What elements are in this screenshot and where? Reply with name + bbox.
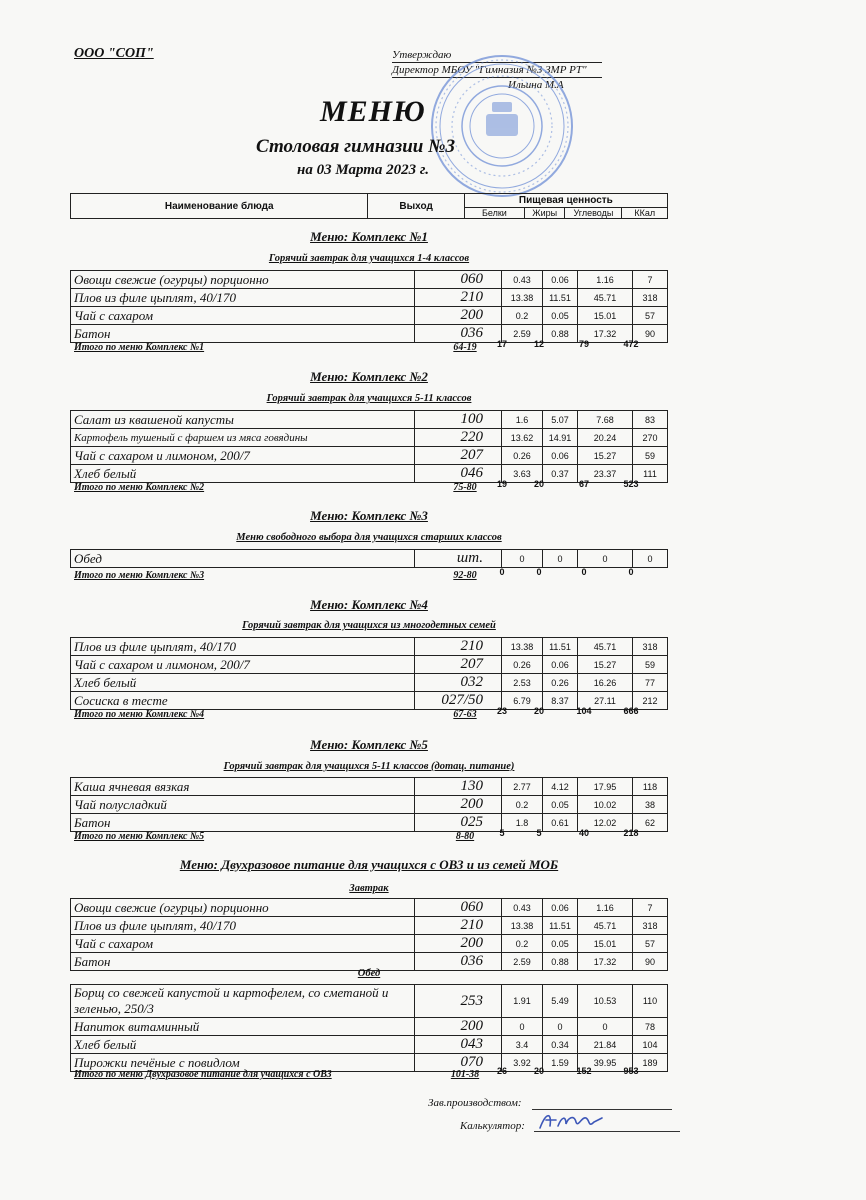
page-subtitle: Столовая гимназии №3 <box>256 136 455 157</box>
total-output: 64-19 <box>453 342 477 353</box>
total-label: Итого по меню Комплекс №3 <box>74 570 205 581</box>
dish-kcal: 189 <box>633 1054 668 1072</box>
dish-name: Батон <box>71 325 415 343</box>
dish-kcal: 318 <box>633 289 668 307</box>
dish-kcal: 270 <box>633 429 668 447</box>
table-row <box>71 796 668 814</box>
total-carbs: 104 <box>576 706 592 716</box>
section-title: Меню: Комплекс №3 <box>310 508 428 523</box>
dish-fats: 0.05 <box>543 935 578 953</box>
dish-name: Пирожки печёные с повидлом <box>71 1054 415 1072</box>
dish-kcal: 104 <box>633 1036 668 1054</box>
dish-name: Салат из квашеной капусты <box>71 411 415 429</box>
total-output: 75-80 <box>453 482 477 493</box>
dish-proteins: 13.38 <box>502 289 543 307</box>
dish-kcal: 78 <box>633 1018 668 1036</box>
dish-kcal: 318 <box>633 638 668 656</box>
total-carbs: 67 <box>578 479 589 489</box>
dish-proteins: 3.4 <box>502 1036 543 1054</box>
section-total <box>70 828 668 843</box>
dish-kcal: 212 <box>633 692 668 710</box>
dish-carbs: 1.16 <box>578 271 633 289</box>
table-row <box>71 899 668 917</box>
dish-output: 060 <box>415 899 502 917</box>
section-subtitle: Горячий завтрак для учащихся 5-11 классов (дотац. питание) <box>223 761 515 772</box>
total-proteins: 5 <box>499 828 505 838</box>
dish-kcal: 57 <box>633 935 668 953</box>
dish-carbs: 12.02 <box>578 814 633 832</box>
dish-carbs: 45.71 <box>578 638 633 656</box>
menu-table <box>70 777 668 832</box>
table-row <box>71 985 668 1018</box>
dish-output: 036 <box>415 325 502 343</box>
dish-proteins: 2.59 <box>502 953 543 971</box>
total-output: 67-63 <box>453 709 477 720</box>
dish-kcal: 110 <box>633 985 668 1018</box>
total-output: 101-38 <box>450 1069 480 1080</box>
total-fats: 5 <box>536 828 542 838</box>
total-kcal: 0 <box>628 567 634 577</box>
table-row <box>71 935 668 953</box>
dish-name: Плов из филе цыплят, 40/170 <box>71 289 415 307</box>
dish-output: 207 <box>415 656 502 674</box>
dish-fats: 0.06 <box>543 271 578 289</box>
dish-carbs: 20.24 <box>578 429 633 447</box>
dish-output: 027/50 <box>415 692 502 710</box>
dish-name: Плов из филе цыплят, 40/170 <box>71 917 415 935</box>
dish-output: 210 <box>415 638 502 656</box>
dish-name: Овощи свежие (огурцы) порционно <box>71 899 415 917</box>
section-title: Меню: Комплекс №1 <box>310 229 428 244</box>
dish-kcal: 83 <box>633 411 668 429</box>
dish-kcal: 59 <box>633 656 668 674</box>
dish-fats: 8.37 <box>543 692 578 710</box>
dish-proteins: 13.38 <box>502 638 543 656</box>
dish-output: 046 <box>415 465 502 483</box>
dish-name: Каша ячневая вязкая <box>71 778 415 796</box>
table-row <box>71 778 668 796</box>
dish-name: Хлеб белый <box>71 1036 415 1054</box>
dish-fats: 11.51 <box>543 917 578 935</box>
dish-fats: 0.34 <box>543 1036 578 1054</box>
dish-output: 207 <box>415 447 502 465</box>
section-total <box>70 1066 668 1081</box>
dish-name: Борщ со свежей капустой и картофелем, со сметаной и зеленью, 250/3 <box>71 985 415 1018</box>
total-output: 92-80 <box>453 570 477 581</box>
section-total <box>70 479 668 494</box>
total-label: Итого по меню Комплекс №2 <box>74 482 205 493</box>
dish-output: 070 <box>415 1054 502 1072</box>
dish-kcal: 77 <box>633 674 668 692</box>
total-output: 8-80 <box>455 831 475 842</box>
dish-output: 220 <box>415 429 502 447</box>
dish-name: Сосиска в тесте <box>71 692 415 710</box>
dish-carbs: 45.71 <box>578 917 633 935</box>
dish-fats: 0.26 <box>543 674 578 692</box>
menu-table <box>70 898 668 971</box>
dish-carbs: 10.02 <box>578 796 633 814</box>
production-head-label: Зав.производством: <box>428 1097 522 1109</box>
dish-fats: 0.06 <box>543 656 578 674</box>
column-nutrition: Пищевая ценность <box>464 194 667 208</box>
total-fats: 20 <box>533 479 544 489</box>
dish-carbs: 0 <box>578 1018 633 1036</box>
total-kcal: 953 <box>623 1066 639 1076</box>
dish-fats: 0.88 <box>543 325 578 343</box>
dish-proteins: 3.63 <box>502 465 543 483</box>
dish-output: 036 <box>415 953 502 971</box>
breakfast-label: Завтрак <box>349 883 389 894</box>
dish-output: 210 <box>415 289 502 307</box>
total-carbs: 0 <box>581 567 587 577</box>
dish-output: 200 <box>415 796 502 814</box>
menu-table <box>70 410 668 483</box>
dish-name: Плов из филе цыплят, 40/170 <box>71 638 415 656</box>
dish-carbs: 15.27 <box>578 447 633 465</box>
dish-fats: 11.51 <box>543 289 578 307</box>
seal-stamp-icon <box>428 52 576 200</box>
section-title: Меню: Комплекс №5 <box>310 737 428 752</box>
section-total <box>70 339 668 354</box>
dish-fats: 0.06 <box>543 899 578 917</box>
dish-carbs: 17.95 <box>578 778 633 796</box>
dish-fats: 0.88 <box>543 953 578 971</box>
menu-date: на 03 Марта 2023 г. <box>297 162 430 178</box>
dish-kcal: 38 <box>633 796 668 814</box>
total-carbs: 79 <box>578 339 589 349</box>
dish-kcal: 57 <box>633 307 668 325</box>
dish-kcal: 90 <box>633 325 668 343</box>
organization-name: ООО "СОП" <box>74 46 154 61</box>
menu-table <box>70 549 668 568</box>
approval-label: Утверждаю <box>392 49 452 61</box>
dish-proteins: 0.2 <box>502 796 543 814</box>
table-row <box>71 638 668 656</box>
table-row <box>71 271 668 289</box>
total-proteins: 17 <box>496 339 507 349</box>
dish-output: 130 <box>415 778 502 796</box>
dish-carbs: 17.32 <box>578 325 633 343</box>
dish-proteins: 0.43 <box>502 899 543 917</box>
dish-fats: 4.12 <box>543 778 578 796</box>
dish-kcal: 318 <box>633 917 668 935</box>
dish-carbs: 15.01 <box>578 307 633 325</box>
dish-carbs: 7.68 <box>578 411 633 429</box>
dish-name: Хлеб белый <box>71 674 415 692</box>
dish-output: 210 <box>415 917 502 935</box>
column-fats: Жиры <box>525 208 565 219</box>
table-row <box>71 411 668 429</box>
table-row <box>71 1018 668 1036</box>
dish-proteins: 13.62 <box>502 429 543 447</box>
dish-name: Чай полусладкий <box>71 796 415 814</box>
section-title: Меню: Комплекс №4 <box>310 597 428 612</box>
dish-output: 043 <box>415 1036 502 1054</box>
dish-proteins: 0.26 <box>502 656 543 674</box>
total-kcal: 218 <box>623 828 639 838</box>
dish-kcal: 118 <box>633 778 668 796</box>
total-carbs: 40 <box>578 828 589 838</box>
dish-fats: 0.06 <box>543 447 578 465</box>
section-title: Меню: Комплекс №2 <box>310 369 428 384</box>
total-fats: 12 <box>533 339 544 349</box>
dish-carbs: 16.26 <box>578 674 633 692</box>
column-kcal: ККал <box>622 208 668 219</box>
dish-carbs: 0 <box>578 550 633 568</box>
dish-output: 200 <box>415 1018 502 1036</box>
total-label: Итого по меню Комплекс №5 <box>74 831 205 842</box>
total-proteins: 0 <box>499 567 505 577</box>
table-row <box>71 289 668 307</box>
dish-proteins: 0.43 <box>502 271 543 289</box>
dish-proteins: 0 <box>502 550 543 568</box>
dish-name: Напиток витаминный <box>71 1018 415 1036</box>
table-row <box>71 550 668 568</box>
total-fats: 0 <box>536 567 542 577</box>
dish-name: Овощи свежие (огурцы) порционно <box>71 271 415 289</box>
section-subtitle: Горячий завтрак для учащихся из многодетных семей <box>242 620 496 631</box>
dish-carbs: 45.71 <box>578 289 633 307</box>
dish-carbs: 15.27 <box>578 656 633 674</box>
dish-fats: 0 <box>543 550 578 568</box>
dish-fats: 0 <box>543 1018 578 1036</box>
column-output: Выход <box>368 194 464 219</box>
approval-director-name: Ильина М.А <box>508 79 564 91</box>
table-row <box>71 674 668 692</box>
dish-proteins: 1.91 <box>502 985 543 1018</box>
dish-proteins: 6.79 <box>502 692 543 710</box>
dish-fats: 11.51 <box>543 638 578 656</box>
dish-fats: 5.07 <box>543 411 578 429</box>
dish-carbs: 1.16 <box>578 899 633 917</box>
dish-name: Чай с сахаром и лимоном, 200/7 <box>71 447 415 465</box>
dish-name: Обед <box>71 550 415 568</box>
page-title: МЕНЮ <box>320 95 426 128</box>
dish-carbs: 10.53 <box>578 985 633 1018</box>
dish-kcal: 7 <box>633 271 668 289</box>
table-row <box>71 656 668 674</box>
total-carbs: 152 <box>576 1066 592 1076</box>
dish-carbs: 15.01 <box>578 935 633 953</box>
dish-output: 025 <box>415 814 502 832</box>
column-carbs: Углеводы <box>565 208 622 219</box>
dish-output: шт. <box>415 550 502 568</box>
approval-position: Директор МБОУ "Гимназия №3 ЗМР РТ" <box>392 64 587 76</box>
section-total <box>70 706 668 721</box>
dish-name: Картофель тушеный с фаршем из мяса говядины <box>71 429 415 447</box>
column-header <box>70 193 668 219</box>
dish-fats: 0.05 <box>543 307 578 325</box>
dish-fats: 14.91 <box>543 429 578 447</box>
dish-carbs: 39.95 <box>578 1054 633 1072</box>
calculator-label: Калькулятор: <box>460 1120 525 1132</box>
menu-table <box>70 984 668 1072</box>
dish-proteins: 0.2 <box>502 935 543 953</box>
dish-proteins: 2.59 <box>502 325 543 343</box>
section-total <box>70 567 668 582</box>
dish-kcal: 7 <box>633 899 668 917</box>
column-proteins: Белки <box>464 208 524 219</box>
total-label: Итого по меню Комплекс №1 <box>74 342 205 353</box>
total-proteins: 23 <box>496 706 507 716</box>
total-proteins: 26 <box>496 1066 507 1076</box>
dish-name: Чай с сахаром <box>71 307 415 325</box>
total-label: Итого по меню Комплекс №4 <box>74 709 205 720</box>
dish-carbs: 17.32 <box>578 953 633 971</box>
dish-output: 253 <box>415 985 502 1018</box>
dish-kcal: 59 <box>633 447 668 465</box>
dish-output: 060 <box>415 271 502 289</box>
dish-proteins: 13.38 <box>502 917 543 935</box>
dish-proteins: 2.77 <box>502 778 543 796</box>
menu-table <box>70 637 668 710</box>
dish-fats: 0.05 <box>543 796 578 814</box>
dish-proteins: 1.6 <box>502 411 543 429</box>
section-subtitle: Горячий завтрак для учащихся 5-11 классов <box>266 393 472 404</box>
dish-name: Чай с сахаром <box>71 935 415 953</box>
dish-name: Батон <box>71 953 415 971</box>
section-subtitle: Горячий завтрак для учащихся 1-4 классов <box>268 253 470 264</box>
dish-output: 032 <box>415 674 502 692</box>
section-subtitle: Меню свободного выбора для учащихся старших классов <box>236 532 502 543</box>
lunch-label: Обед <box>357 968 381 979</box>
dish-proteins: 0.2 <box>502 307 543 325</box>
table-row <box>71 447 668 465</box>
dish-carbs: 23.37 <box>578 465 633 483</box>
menu-table <box>70 270 668 343</box>
dish-proteins: 0.26 <box>502 447 543 465</box>
dish-output: 200 <box>415 935 502 953</box>
dish-carbs: 21.84 <box>578 1036 633 1054</box>
column-name: Наименование блюда <box>71 194 368 219</box>
signature-icon <box>536 1108 606 1134</box>
dish-proteins: 3.92 <box>502 1054 543 1072</box>
section-title: Меню: Двухразовое питание для учащихся с ОВЗ и из семей МОБ <box>179 857 559 872</box>
table-row <box>71 917 668 935</box>
dish-output: 200 <box>415 307 502 325</box>
dish-name: Хлеб белый <box>71 465 415 483</box>
table-row <box>71 1036 668 1054</box>
dish-carbs: 27.11 <box>578 692 633 710</box>
dish-fats: 0.61 <box>543 814 578 832</box>
total-fats: 20 <box>533 706 544 716</box>
dish-kcal: 90 <box>633 953 668 971</box>
dish-kcal: 62 <box>633 814 668 832</box>
total-kcal: 666 <box>623 706 639 716</box>
total-proteins: 19 <box>496 479 507 489</box>
dish-fats: 5.49 <box>543 985 578 1018</box>
total-fats: 20 <box>533 1066 544 1076</box>
table-row <box>71 307 668 325</box>
dish-kcal: 111 <box>633 465 668 483</box>
dish-name: Чай с сахаром и лимоном, 200/7 <box>71 656 415 674</box>
total-kcal: 523 <box>623 479 639 489</box>
dish-name: Батон <box>71 814 415 832</box>
table-row <box>71 429 668 447</box>
total-label: Итого по меню Двухразовое питание для учащихся с ОВЗ <box>74 1069 332 1080</box>
dish-fats: 1.59 <box>543 1054 578 1072</box>
dish-fats: 0.37 <box>543 465 578 483</box>
total-kcal: 472 <box>623 339 639 349</box>
dish-output: 100 <box>415 411 502 429</box>
dish-proteins: 0 <box>502 1018 543 1036</box>
dish-proteins: 1.8 <box>502 814 543 832</box>
dish-proteins: 2.53 <box>502 674 543 692</box>
dish-kcal: 0 <box>633 550 668 568</box>
